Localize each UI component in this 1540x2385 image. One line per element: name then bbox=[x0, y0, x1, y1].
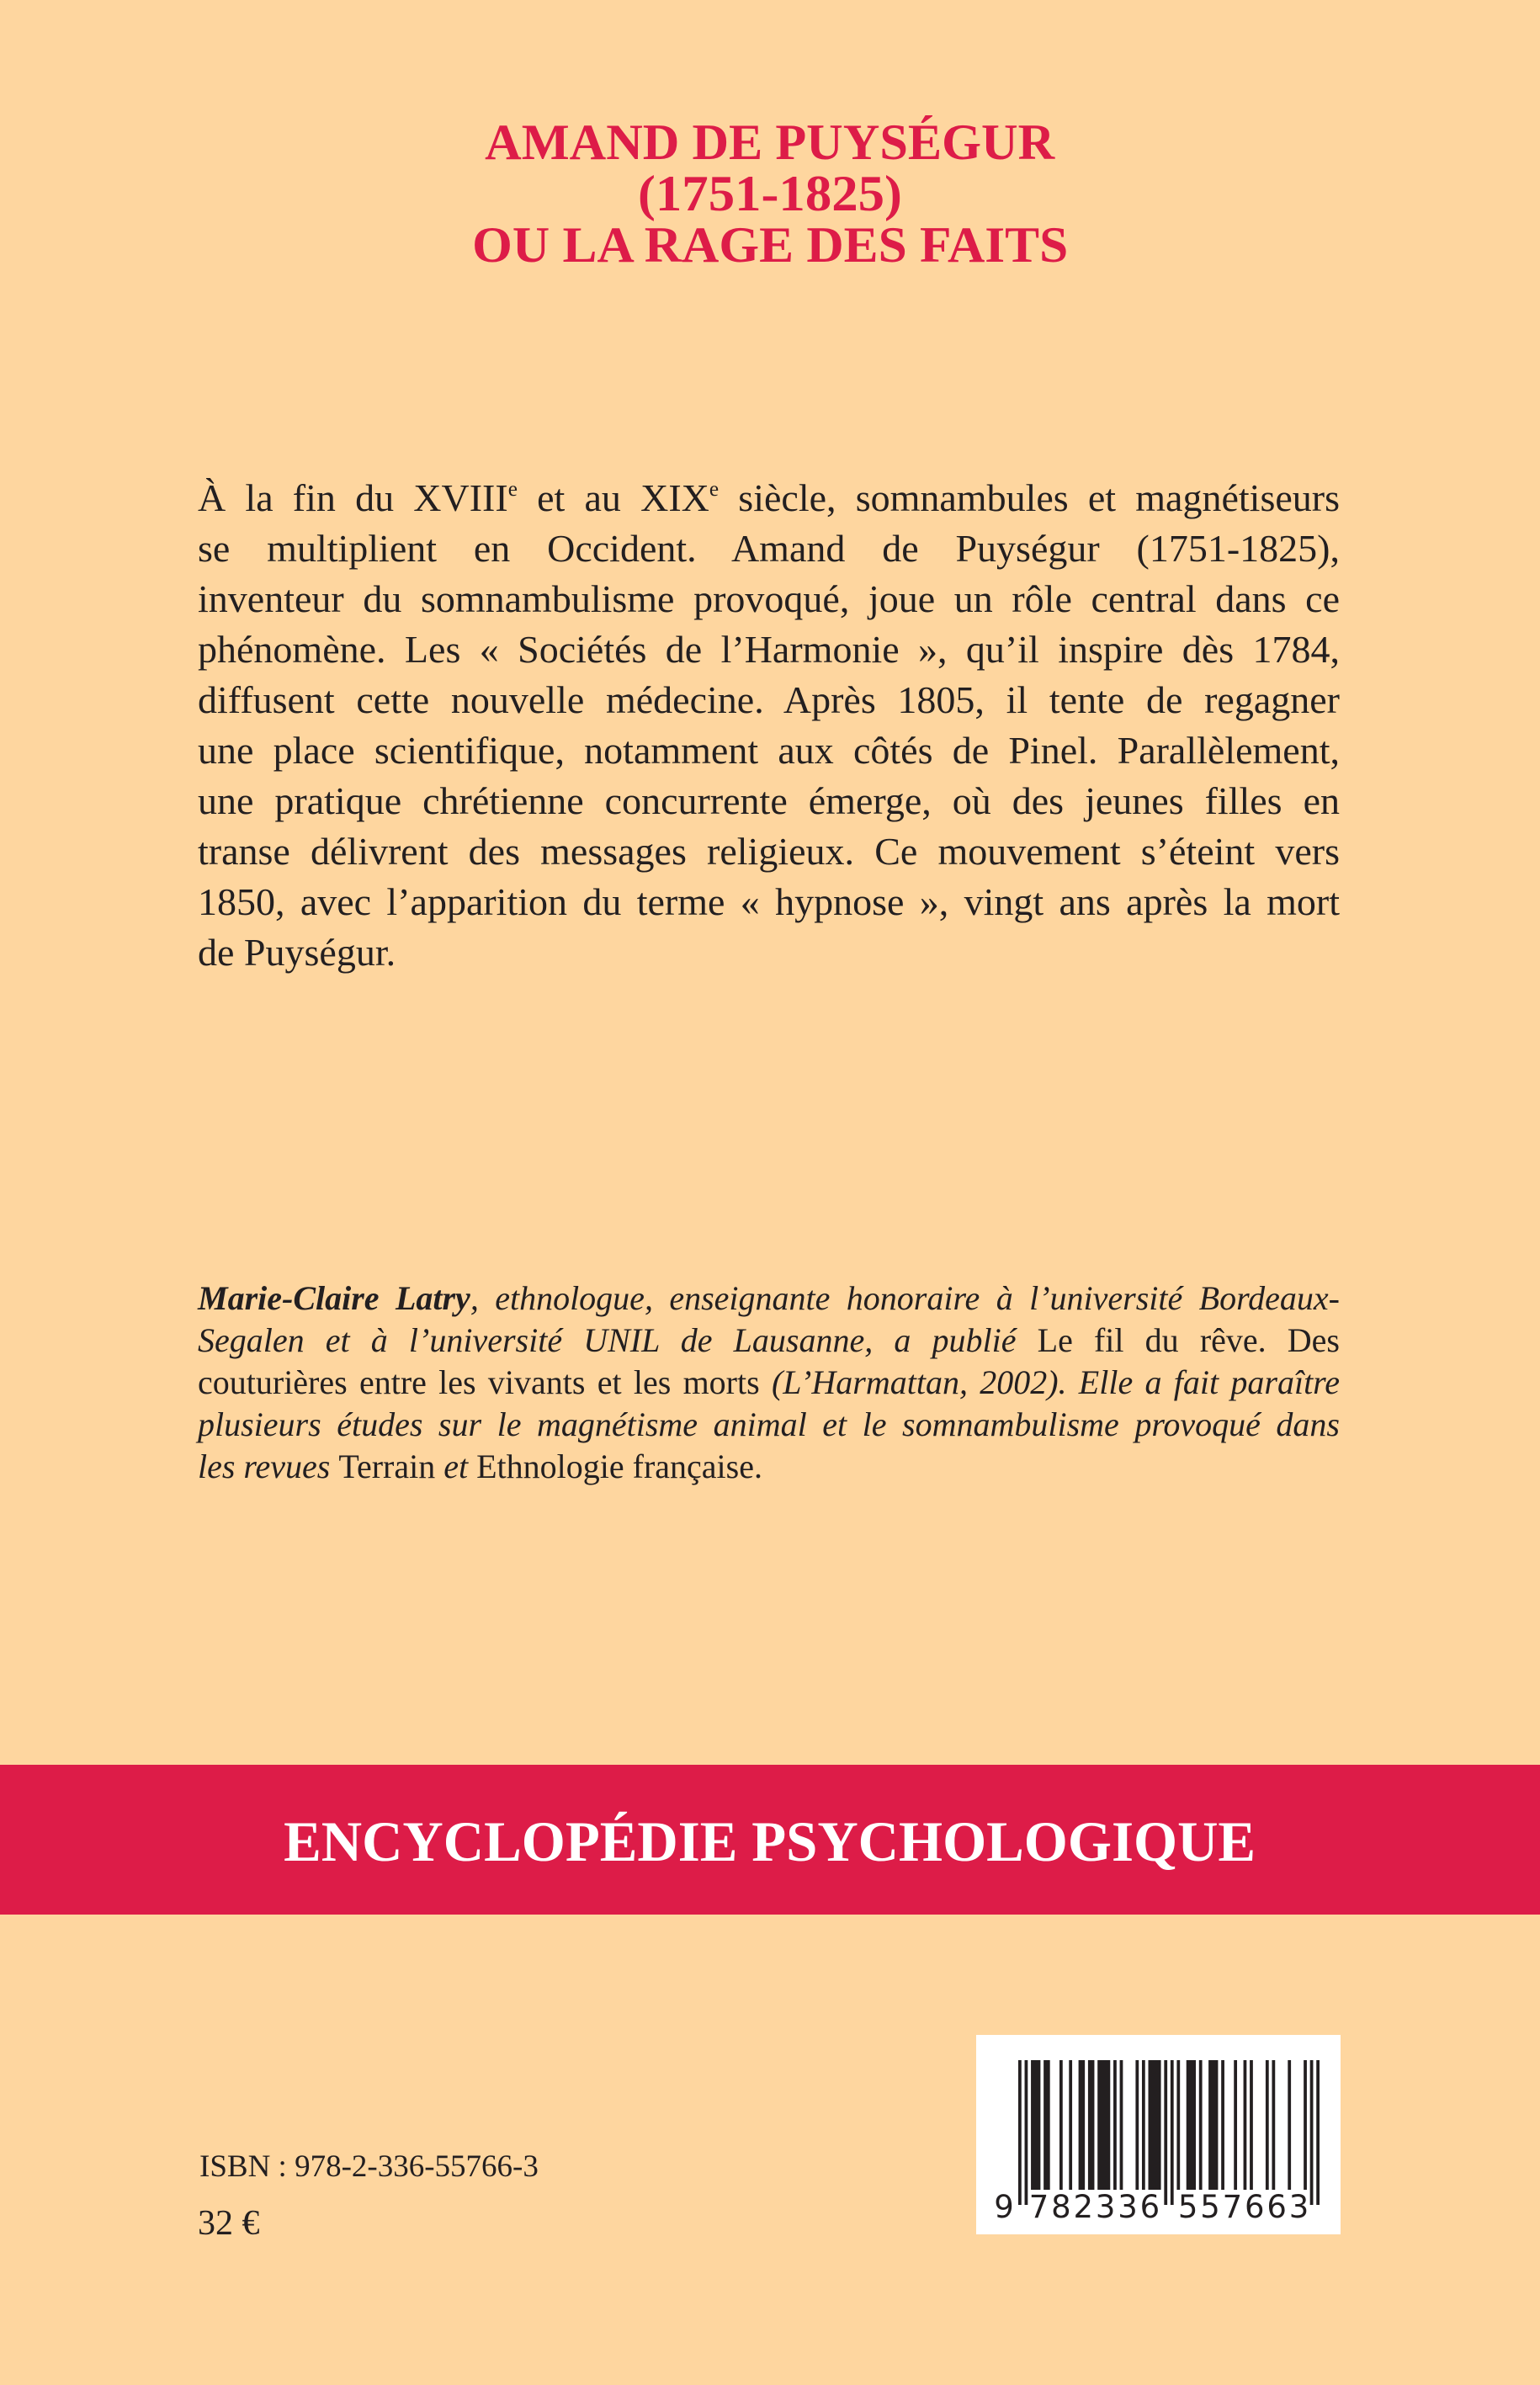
barcode-bar bbox=[1234, 2060, 1237, 2190]
book-reference: Le fil du rêve. Des bbox=[1037, 1321, 1340, 1359]
barcode-bar bbox=[1069, 2060, 1072, 2190]
barcode-bar bbox=[1164, 2060, 1167, 2205]
title-line bbox=[0, 217, 1540, 273]
author-text: et bbox=[435, 1447, 477, 1485]
barcode-digit: 3 bbox=[1288, 2189, 1309, 2225]
barcode-bar bbox=[1031, 2060, 1040, 2190]
barcode-bar bbox=[1266, 2060, 1269, 2190]
journal-reference: Ethnologie française. bbox=[476, 1447, 762, 1485]
barcode-graphic bbox=[976, 2035, 1341, 2234]
barcode bbox=[976, 2035, 1341, 2234]
title-line-1: AMAND DE PUYSÉGUR bbox=[485, 114, 1055, 170]
barcode-bar bbox=[1310, 2060, 1314, 2205]
title-line bbox=[0, 114, 1540, 170]
author-text: (L’Harmattan, 2002). Elle a fait paraître bbox=[771, 1363, 1341, 1401]
summary-line bbox=[198, 776, 1340, 826]
summary-line bbox=[198, 574, 1340, 624]
barcode-digit: 3 bbox=[1095, 2189, 1116, 2225]
barcode-digit: 8 bbox=[1051, 2189, 1071, 2225]
barcode-bar bbox=[1176, 2060, 1180, 2190]
barcode-bar bbox=[1043, 2060, 1050, 2190]
summary-line bbox=[198, 624, 1340, 675]
barcode-digit: 5 bbox=[1177, 2189, 1198, 2225]
barcode-bar bbox=[1142, 2060, 1145, 2190]
barcode-bar bbox=[1316, 2060, 1320, 2205]
summary-text: transe délivrent des messages religieux. Ce mouvement s’éteint vers bbox=[198, 830, 1340, 873]
summary-text: une place scientifique, notamment aux côtés de Pinel. Parallèlement, bbox=[198, 729, 1340, 772]
barcode-bar bbox=[1171, 2060, 1174, 2205]
author-text: les revues bbox=[198, 1447, 339, 1485]
barcode-bar bbox=[1120, 2060, 1123, 2190]
summary-text: diffusent cette nouvelle médecine. Après 1805, il tente de regagner bbox=[198, 678, 1340, 721]
title-subtitle: OU LA RAGE DES FAITS bbox=[471, 217, 1069, 273]
author-text: , ethnologue, enseignante honoraire à l’université Bordeaux- bbox=[470, 1279, 1340, 1317]
barcode-bar bbox=[1288, 2060, 1291, 2190]
summary-line bbox=[198, 675, 1340, 725]
author-line bbox=[198, 1446, 1340, 1488]
barcode-bar bbox=[1088, 2060, 1095, 2190]
collection-name: ENCYCLOPÉDIE PSYCHOLOGIQUE bbox=[284, 1809, 1256, 1873]
barcode-bar bbox=[1059, 2060, 1063, 2190]
summary-line bbox=[198, 523, 1340, 574]
barcode-digit: 7 bbox=[1028, 2189, 1049, 2225]
author-line bbox=[198, 1404, 1340, 1446]
barcode-digit: 6 bbox=[1139, 2189, 1160, 2225]
summary-text: inventeur du somnambulisme provoqué, joue un rôle central dans ce bbox=[198, 577, 1340, 620]
isbn: ISBN : 978-2-336-55766-3 bbox=[199, 2149, 539, 2184]
summary-line bbox=[198, 826, 1340, 877]
barcode-bar bbox=[1079, 2060, 1086, 2190]
barcode-bar bbox=[1250, 2060, 1253, 2190]
barcode-bar bbox=[1208, 2060, 1218, 2190]
author-line bbox=[198, 1362, 1340, 1404]
superscript: e bbox=[507, 476, 518, 501]
summary-text: se multiplient en Occident. Amand de Puységur (1751-1825), bbox=[198, 527, 1340, 570]
barcode-bar bbox=[1199, 2060, 1203, 2190]
summary-text: phénomène. Les « Sociétés de l’Harmonie », qu’il inspire dès 1784, bbox=[198, 628, 1340, 671]
author-bio bbox=[198, 1277, 1340, 1488]
author-line bbox=[198, 1277, 1340, 1320]
summary-text: de Puységur. bbox=[198, 931, 396, 974]
title-dates: (1751-1825) bbox=[637, 166, 902, 221]
author-line bbox=[198, 1320, 1340, 1362]
author-name: Marie-Claire Latry bbox=[198, 1279, 470, 1317]
book-reference: couturières entre les vivants et les morts bbox=[198, 1363, 772, 1401]
title-line bbox=[0, 168, 1540, 220]
barcode-bar bbox=[1149, 2060, 1161, 2190]
summary-text: une pratique chrétienne concurrente émerge, où des jeunes filles en bbox=[198, 779, 1340, 822]
price: 32 € bbox=[198, 2204, 260, 2243]
barcode-bar bbox=[1097, 2060, 1110, 2190]
barcode-bar bbox=[1304, 2060, 1307, 2190]
summary-line bbox=[198, 473, 1340, 523]
barcode-bar bbox=[1187, 2060, 1196, 2190]
summary-text: et au XIX bbox=[517, 476, 709, 519]
barcode-bar bbox=[1113, 2060, 1117, 2190]
summary-line bbox=[198, 927, 1340, 978]
barcode-digit: 6 bbox=[1267, 2189, 1287, 2225]
barcode-digit: 5 bbox=[1200, 2189, 1220, 2225]
barcode-bar bbox=[1221, 2060, 1224, 2190]
barcode-bar bbox=[1272, 2060, 1275, 2190]
barcode-bar bbox=[1135, 2060, 1139, 2190]
barcode-digit: 7 bbox=[1222, 2189, 1243, 2225]
barcode-bar bbox=[1244, 2060, 1247, 2190]
summary-text: 1850, avec l’apparition du terme « hypnose », vingt ans après la mort bbox=[198, 880, 1340, 923]
journal-reference: Terrain bbox=[338, 1447, 436, 1485]
barcode-bar bbox=[1018, 2060, 1022, 2205]
collection-band bbox=[0, 1765, 1540, 1915]
barcode-bar bbox=[1025, 2060, 1028, 2205]
summary-line bbox=[198, 725, 1340, 776]
barcode-digit: 9 bbox=[994, 2189, 1014, 2225]
summary-line bbox=[198, 877, 1340, 927]
barcode-digit: 3 bbox=[1118, 2189, 1138, 2225]
author-text: plusieurs études sur le magnétisme animal et le somnambulisme provoqué dans bbox=[198, 1405, 1340, 1443]
barcode-digit: 2 bbox=[1073, 2189, 1094, 2225]
summary-text: À la fin du XVIII bbox=[198, 476, 508, 519]
book-summary bbox=[198, 473, 1340, 978]
summary-text: siècle, somnambules et magnétiseurs bbox=[719, 476, 1340, 519]
author-text: Segalen et à l’université UNIL de Lausanne, a publié bbox=[198, 1321, 1038, 1359]
superscript: e bbox=[709, 476, 720, 501]
book-title bbox=[0, 114, 1540, 273]
barcode-digit: 6 bbox=[1244, 2189, 1265, 2225]
